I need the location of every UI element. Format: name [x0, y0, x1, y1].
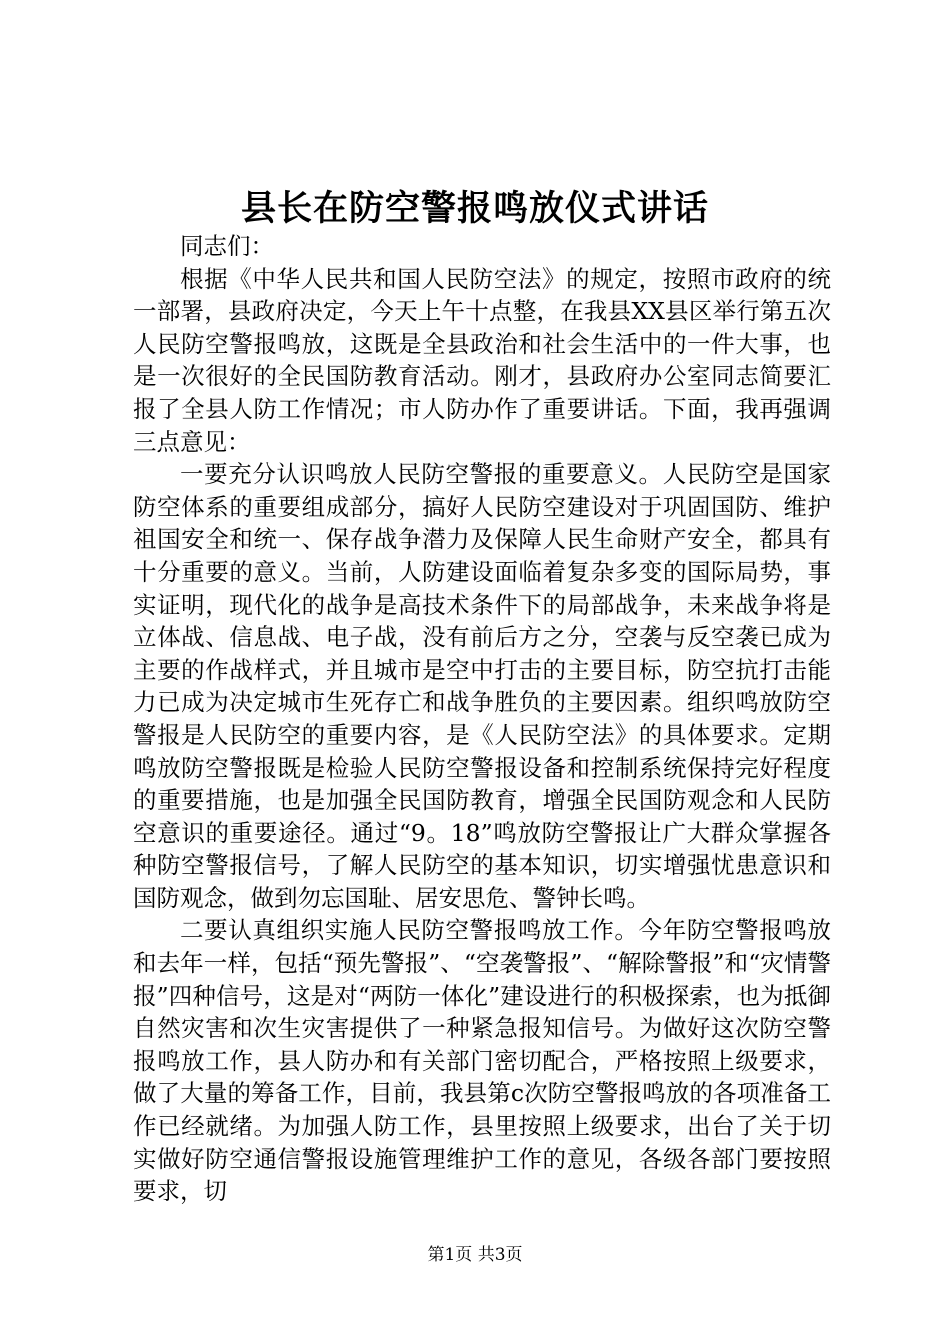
page-number-footer: 第1页 共3页 — [427, 1245, 523, 1265]
document-title: 县长在防空警报鸣放仪式讲话 — [240, 188, 709, 229]
document-body — [133, 230, 831, 1208]
salutation: 同志们： — [180, 232, 274, 260]
paragraph-point-one: 一要充分认识鸣放人民防空警报的重要意义。人民防空是国家防空体系的重要组成部分，搞好人民防空建设对于巩固国防、维护祖国安全和统一、保存战争潜力及保障人民生命财产安全，都具有十分重要的意义。当前，人防建设面临着复杂多变的国际局势，事实证明，现代化的战争是高技术条件下的局部战争，未来战争将是立体战、信息战、电子战，没有前后方之分，空袭与反空袭已成为主要的作战样式，并且城市是空中打击的主要目标，防空抗打击能力已成为决定城市生死存亡和战争胜负的主要因素。组织鸣放防空警报是人民防空的重要内容，是《人民防空法》的具体要求。定期鸣放防空警报既是检验人民防空警报设备和控制系统保持完好程度的重要措施，也是加强全民国防教育，增强全民国防观念和人民防空意识的重要途径。通过“9。18”鸣放防空警报让广大群众掌握各种防空警报信号，了解人民防空的基本知识，切实增强忧患意识和国防观念，做到勿忘国耻、居安思危、警钟长鸣。 — [133, 460, 831, 912]
paragraph-point-two: 二要认真组织实施人民防空警报鸣放工作。今年防空警报鸣放和去年一样，包括“预先警报”、“空袭警报”、“解除警报”和“灾情警报”四种信号，这是对“两防一体化”建设进行的积极探索，也为抵御自然灾害和次生灾害提供了一种紧急报知信号。为做好这次防空警报鸣放工作，县人防办和有关部门密切配合，严格按照上级要求，做了大量的筹备工作，目前，我县第c次防空警报鸣放的各项准备工作已经就绪。为加强人防工作，县里按照上级要求，出台了关于切实做好防空通信警报设施管理维护工作的意见，各级各部门要按照要求，切 — [133, 916, 831, 1206]
paragraph-intro: 根据《中华人民共和国人民防空法》的规定，按照市政府的统一部署，县政府决定，今天上午十点整，在我县XX县区举行第五次人民防空警报鸣放，这既是全县政治和社会生活中的一件大事，也是一次很好的全民国防教育活动。刚才，县政府办公室同志简要汇报了全县人防工作情况；市人防办作了重要讲话。下面，我再强调三点意见： — [133, 264, 831, 456]
